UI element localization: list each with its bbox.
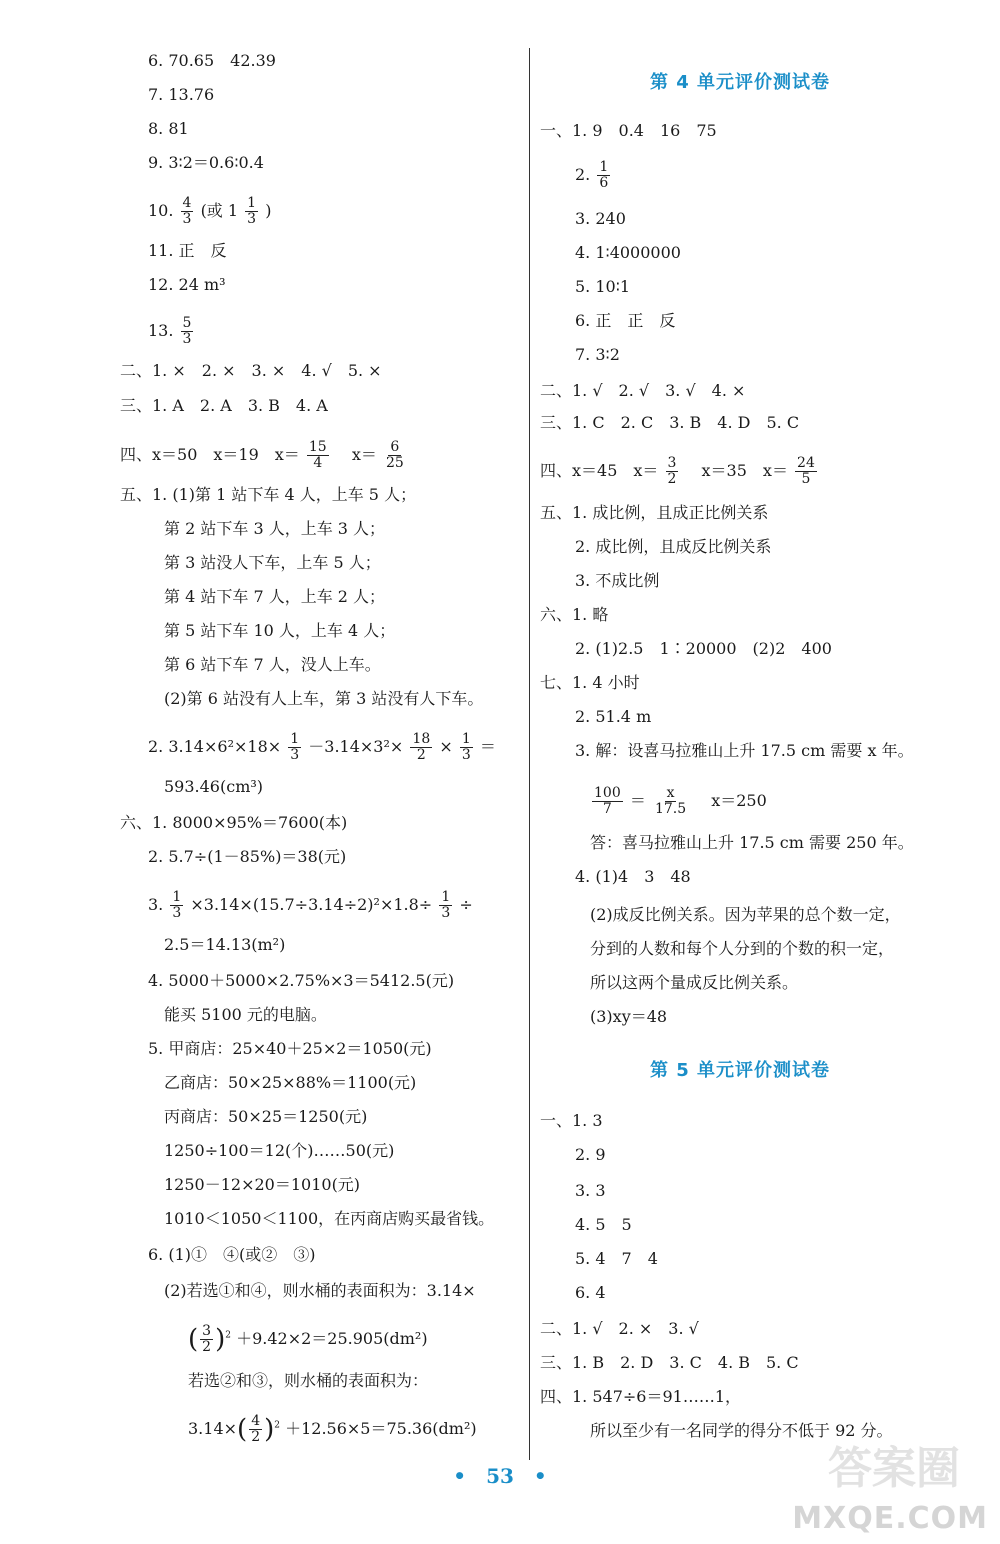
answer-line: 第 6 站下车 7 人，没人上车。 bbox=[164, 655, 381, 674]
answer-line: 1010＜1050＜1100，在丙商店购买最省钱。 bbox=[164, 1209, 495, 1228]
answer-line: 2. 成比例，且成反比例关系 bbox=[575, 537, 772, 556]
answer-line: 4. 1∶4000000 bbox=[575, 243, 681, 262]
section-heading-unit4: 第 4 单元评价测试卷 bbox=[650, 72, 831, 93]
section-line: 七、1. 4 小时 bbox=[540, 673, 640, 692]
answer-line: 3. 3 bbox=[575, 1181, 606, 1200]
fraction: $\frac{1}{6}$ bbox=[599, 159, 609, 191]
watermark-text: MXQE.COM bbox=[792, 1501, 988, 1536]
answer-line: 6. 70.65 42.39 bbox=[148, 51, 276, 70]
section-line: 三、1. A 2. A 3. B 4. A bbox=[120, 396, 328, 415]
section-line: 一、1. 3 bbox=[540, 1111, 603, 1130]
fraction: $\frac{15}{4}$ bbox=[308, 439, 327, 471]
answer-line: 若选②和③，则水桶的表面积为： bbox=[188, 1371, 429, 1390]
fraction: $\frac{x}{17.5}$ bbox=[654, 785, 687, 817]
fraction: $\frac{1}{3}$ bbox=[290, 731, 300, 763]
fraction: $\frac{1}{3}$ bbox=[461, 731, 471, 763]
fraction: $\frac{18}{2}$ bbox=[412, 731, 431, 763]
fraction: $\frac{1}{3}$ bbox=[172, 889, 182, 921]
fraction: $\frac{1}{3}$ bbox=[247, 195, 257, 227]
answer-line: 2. 5.7÷(1－85%)＝38(元) bbox=[148, 847, 347, 866]
answer-line: 6. 4 bbox=[575, 1283, 606, 1302]
section-line: 二、1. × 2. × 3. × 4. √ 5. × bbox=[120, 361, 382, 380]
answer-line: 丙商店：50×25＝1250(元) bbox=[164, 1107, 368, 1126]
section-line: 五、1. 成比例，且成正比例关系 bbox=[540, 503, 769, 522]
fraction: $\frac{4}{2}$ bbox=[251, 1413, 261, 1445]
fraction: $\frac{3}{2}$ bbox=[202, 1323, 212, 1355]
answer-line: ( $\frac{3}{2}$ )$^2$ ＋9.42×2＝25.905(dm²) bbox=[188, 1323, 428, 1355]
answer-line: 12. 24 m³ bbox=[148, 275, 226, 294]
answer-line: 9. 3∶2＝0.6∶0.4 bbox=[148, 153, 264, 172]
answer-line: 5. 10∶1 bbox=[575, 277, 631, 296]
section-line: 一、1. 9 0.4 16 75 bbox=[540, 121, 717, 140]
section-line: 二、1. √ 2. √ 3. √ 4. × bbox=[540, 381, 746, 400]
answer-line: 4. (1)4 3 48 bbox=[575, 867, 691, 886]
section-line: 三、1. B 2. D 3. C 4. B 5. C bbox=[540, 1353, 799, 1372]
fraction: $\frac{24}{5}$ bbox=[797, 455, 815, 487]
answer-line: 第 3 站没人下车，上车 5 人； bbox=[164, 553, 381, 572]
section-line: 四、x＝50 x＝19 x＝ $\frac{15}{4}$ x＝ $\frac{6}{25}$ bbox=[120, 439, 404, 471]
answer-line: 第 4 站下车 7 人，上车 2 人； bbox=[164, 587, 386, 606]
watermark-logo: 答案圈 bbox=[828, 1443, 960, 1494]
answer-line: (2)第 6 站没有人上车，第 3 站没有人下车。 bbox=[164, 689, 484, 708]
answer-line: 4. 5000＋5000×2.75%×3＝5412.5(元) bbox=[148, 971, 455, 990]
answer-line: 分到的人数和每个人分到的个数的积一定， bbox=[590, 939, 895, 958]
answer-line: (3)xy＝48 bbox=[590, 1007, 668, 1026]
answer-line: 2. (1)2.5 1∶20000 (2)2 400 bbox=[575, 639, 832, 658]
answer-line: 能买 5100 元的电脑。 bbox=[164, 1005, 327, 1024]
answer-line: $\frac{100}{7}$ ＝ $\frac{x}{17.5}$ x＝250 bbox=[594, 785, 767, 817]
answer-line: 所以至少有一名同学的得分不低于 92 分。 bbox=[590, 1421, 893, 1440]
fraction: $\frac{6}{25}$ bbox=[385, 439, 404, 471]
answer-line: 2. 9 bbox=[575, 1145, 606, 1164]
answer-line: 2. $\frac{1}{6}$ bbox=[575, 159, 609, 191]
answer-line: 11. 正 反 bbox=[148, 241, 227, 260]
section-line: 三、1. C 2. C 3. B 4. D 5. C bbox=[540, 413, 800, 432]
section-line: 四、1. 547÷6＝91……1， bbox=[540, 1387, 742, 1406]
fraction: $\frac{1}{3}$ bbox=[441, 889, 451, 921]
answer-line: 6. (1)① ④(或② ③) bbox=[148, 1245, 316, 1264]
answer-line: (2)若选①和④，则水桶的表面积为：3.14× bbox=[164, 1281, 476, 1300]
answer-line: 2.5＝14.13(m²) bbox=[164, 935, 286, 954]
answer-line: 1250－12×20＝1010(元) bbox=[164, 1175, 361, 1194]
answer-line: 所以这两个量成反比例关系。 bbox=[590, 973, 799, 992]
answer-line: 乙商店：50×25×88%＝1100(元) bbox=[164, 1073, 417, 1092]
answer-line: 第 2 站下车 3 人，上车 3 人； bbox=[164, 519, 386, 538]
answer-line: (2)成反比例关系。因为苹果的总个数一定， bbox=[590, 905, 901, 924]
fraction: $\frac{4}{3}$ bbox=[182, 195, 192, 227]
section-line: 二、1. √ 2. × 3. √ bbox=[540, 1319, 699, 1338]
section-line: 四、x＝45 x＝ $\frac{3}{2}$ x＝35 x＝ $\frac{24}{5}$ bbox=[540, 455, 815, 487]
answer-line: 3. 解：设喜马拉雅山上升 17.5 cm 需要 x 年。 bbox=[575, 741, 914, 760]
answer-line: 第 5 站下车 10 人，上车 4 人； bbox=[164, 621, 396, 640]
answer-line: 7. 3∶2 bbox=[575, 345, 620, 364]
answer-line: 1250÷100＝12(个)……50(元) bbox=[164, 1141, 395, 1160]
page-number: • 53 • bbox=[453, 1464, 547, 1488]
answer-line: 3. $\frac{1}{3}$ ×3.14×(15.7÷3.14÷2)²×1.8÷ $\frac{1}{3}$ ÷ bbox=[148, 889, 473, 921]
answer-line: 13. $\frac{5}{3}$ bbox=[148, 315, 192, 347]
fraction: $\frac{100}{7}$ bbox=[594, 785, 621, 817]
answer-line: 8. 81 bbox=[148, 119, 189, 138]
answer-line: 2. 3.14×6²×18× $\frac{1}{3}$ －3.14×3²× $\frac{18}{2}$ × $\frac{1}{3}$ ＝ bbox=[148, 731, 496, 763]
answer-line: 7. 13.76 bbox=[148, 85, 215, 104]
section-line: 五、1. (1)第 1 站下车 4 人，上车 5 人； bbox=[120, 485, 417, 504]
answer-line: 6. 正 正 反 bbox=[575, 311, 676, 330]
answer-line: 3.14×( $\frac{4}{2}$ )$^2$ ＋12.56×5＝75.36(dm²) bbox=[188, 1413, 477, 1445]
answer-line: 4. 5 5 bbox=[575, 1215, 632, 1234]
fraction: $\frac{3}{2}$ bbox=[667, 455, 677, 487]
answer-line: 593.46(cm³) bbox=[164, 777, 264, 796]
section-heading-unit5: 第 5 单元评价测试卷 bbox=[650, 1060, 831, 1081]
section-line: 六、1. 8000×95%＝7600(本) bbox=[120, 813, 348, 832]
column-divider bbox=[529, 48, 530, 1460]
section-line: 六、1. 略 bbox=[540, 605, 609, 624]
answer-line: 3. 240 bbox=[575, 209, 626, 228]
fraction: $\frac{5}{3}$ bbox=[182, 315, 192, 347]
answer-line: 5. 甲商店：25×40＋25×2＝1050(元) bbox=[148, 1039, 432, 1058]
answer-line: 答：喜马拉雅山上升 17.5 cm 需要 250 年。 bbox=[590, 833, 914, 852]
answer-line: 10. $\frac{4}{3}$ (或 1 $\frac{1}{3}$ ) bbox=[148, 195, 272, 227]
answer-line: 5. 4 7 4 bbox=[575, 1249, 658, 1268]
answer-line: 3. 不成比例 bbox=[575, 571, 660, 590]
answer-line: 2. 51.4 m bbox=[575, 707, 652, 726]
